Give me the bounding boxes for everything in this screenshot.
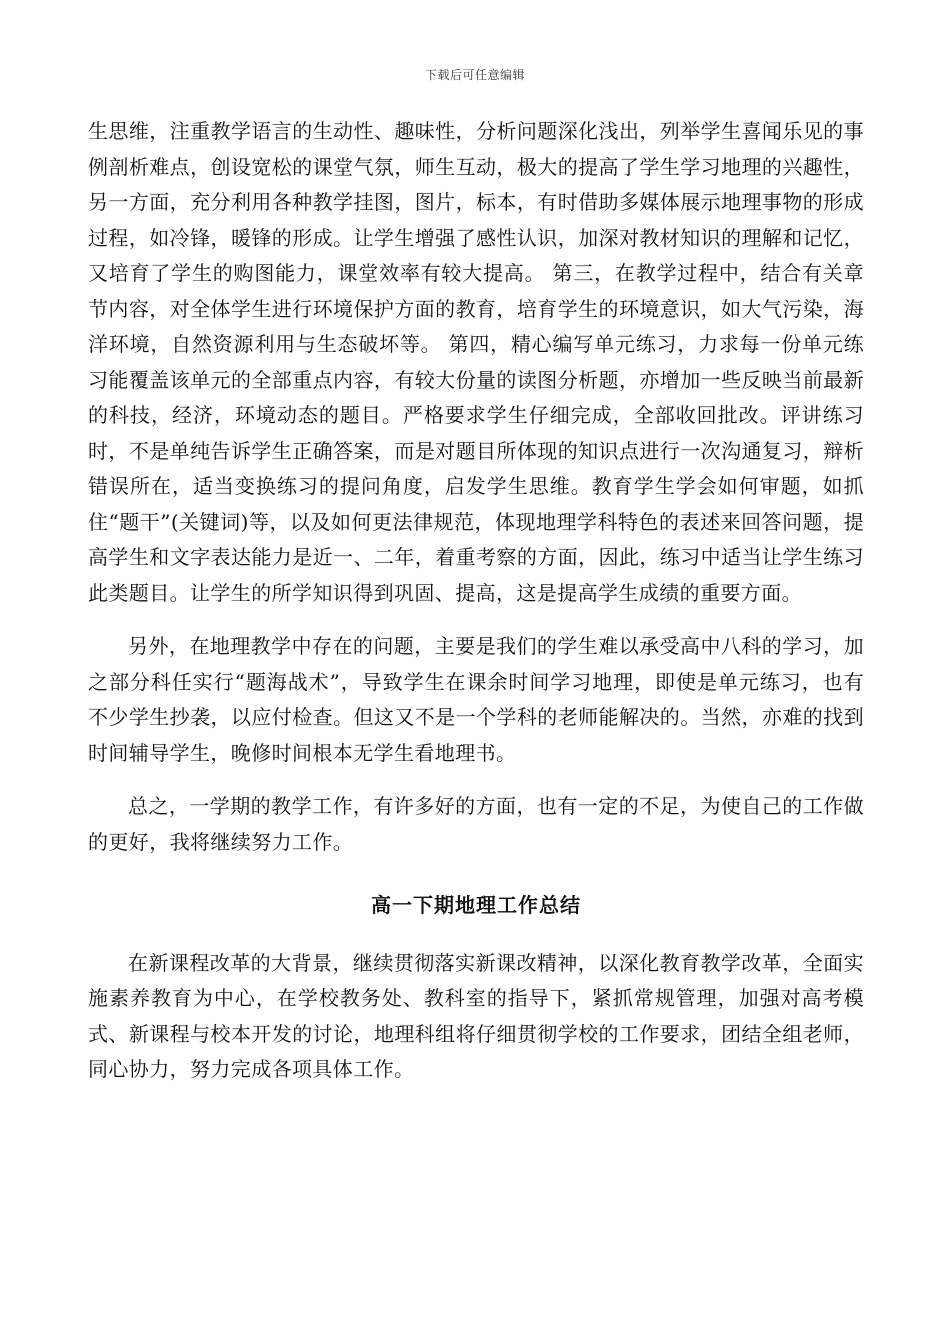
body-paragraph-problems: 另外，在地理教学中存在的问题，主要是我们的学生难以承受高中八科的学习，加之部分科任实行“题海战术”，导致学生在课余时间学习地理，即使是单元练习，也有不少学生抄袭，以应付检查。但这又不是一个学科的老师能解决的。当然，亦难的找到时间辅导学生，晚修时间根本无学生看地理书。: [88, 634, 864, 765]
section-title: 高一下期地理工作总结: [371, 893, 581, 917]
body-paragraph-continuation: 生思维，注重教学语言的生动性、趣味性，分析问题深化浅出，列举学生喜闻乐见的事例剖析难点，创设宽松的课堂气氛，师生互动，极大的提高了学生学习地理的兴趣性，另一方面，充分利用各种教学挂图，图片，标本，有时借助多媒体展示地理事物的形成过程，如冷锋，暖锋的形成。让学生增强了感性认识，加深对教材知识的理解和记忆，又培育了学生的购图能力，课堂效率有较大提高。 第三，在教学过程中，结合有关章节内容，对全体学生进行环境保护方面的教育，培育学生的环境意识，如大气污染，海洋环境，自然资源利用与生态破坏等。 第四，精心编写单元练习，力求每一份单元练习能覆盖该单元的全部重点内容，有较大份量的读图分析题，亦增加一些反映当前最新的科技，经济，环境动态的题目。严格要求学生仔细完成，全部收回批改。评讲练习时，不是单纯告诉学生正确答案，而是对题目所体现的知识点进行一次沟通复习，辩析错误所在，适当变换练习的提问角度，启发学生思维。教育学生学会如何审题，如抓住“题干”(关键词)等，以及如何更法律规范，体现地理学科特色的表述来回答问题，提高学生和文字表达能力是近一、二年，着重考察的方面，因此，练习中适当让学生练习此类题目。让学生的所学知识得到巩固、提高，这是提高学生成绩的重要方面。: [88, 119, 864, 605]
body-paragraph-conclusion: 总之，一学期的教学工作，有许多好的方面，也有一定的不足，为使自己的工作做的更好，我将继续努力工作。: [88, 794, 864, 854]
section-paragraph-intro: 在新课程改革的大背景，继续贯彻落实新课改精神，以深化教育教学改革，全面实施素养教育为中心，在学校教务处、教科室的指导下，紧抓常规管理，加强对高考模式、新课程与校本开发的讨论，地理科组将仔细贯彻学校的工作要求，团结全组老师，同心协力，努力完成各项具体工作。: [88, 950, 864, 1081]
page-header: 下载后可任意编辑: [424, 68, 525, 82]
document-body: [88, 114, 864, 1088]
